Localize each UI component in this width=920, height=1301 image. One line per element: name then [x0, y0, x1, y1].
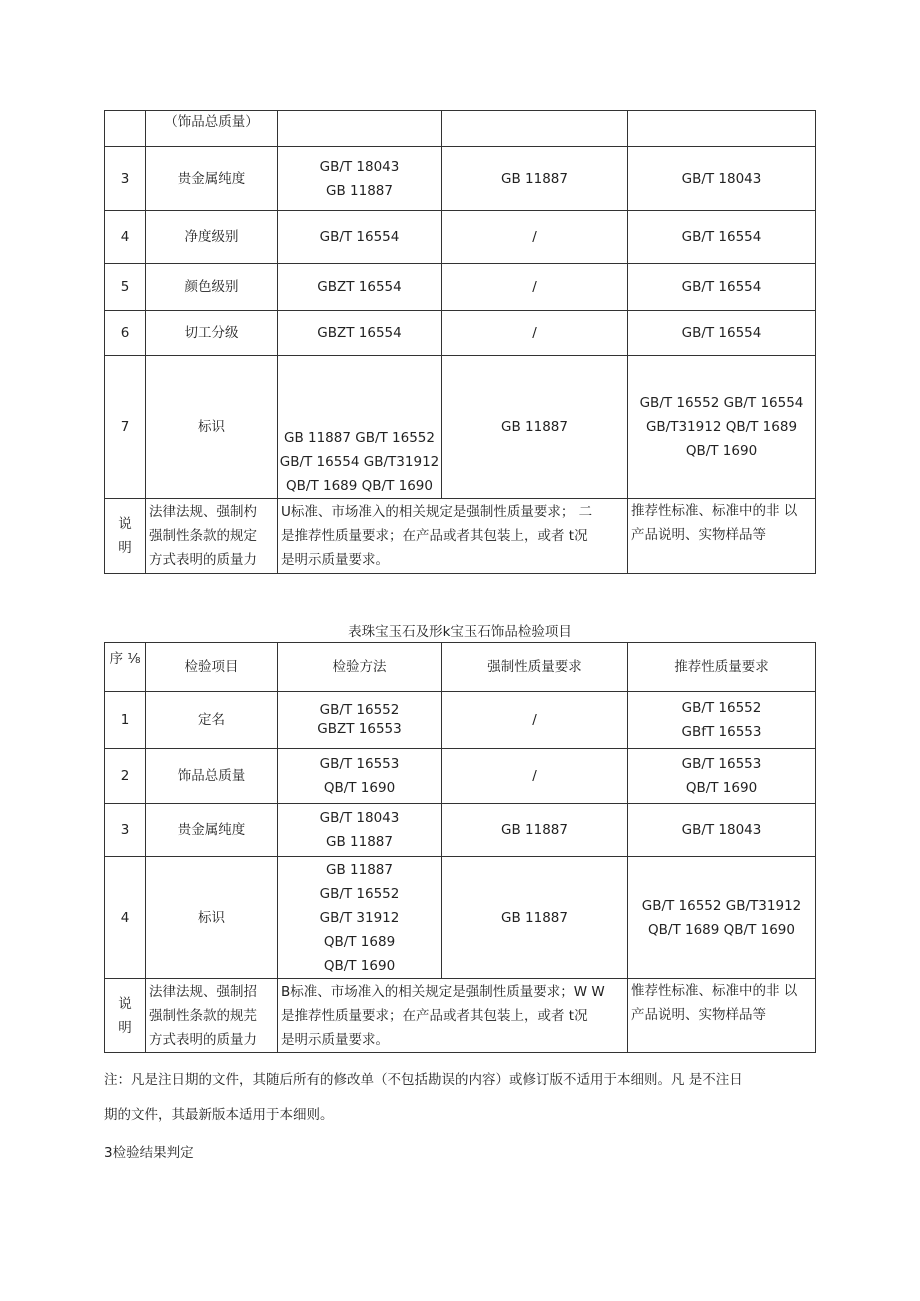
mandatory-cell: / — [442, 692, 628, 749]
item-name: 饰品总质量 — [146, 749, 278, 804]
standard-code: GB/T 16552 GB/T 16554 — [639, 395, 804, 411]
header-recommended: 推荐性质量要求 — [628, 643, 816, 692]
standard-code: QB/T 1689 QB/T 1690 — [648, 921, 795, 938]
standard-code: QB/T 1689 — [323, 933, 396, 950]
note-label-char: 明 — [118, 540, 132, 556]
note-row — [105, 979, 816, 1053]
standard-code: GB/T 16553 — [319, 756, 400, 772]
standard-code: GB/T 16553 — [681, 756, 762, 772]
table-row — [105, 356, 816, 499]
item-name: 颜色级别 — [146, 264, 278, 311]
mandatory-cell: GB 11887 — [442, 804, 628, 857]
recommended-cell — [628, 857, 816, 979]
note-line: 是推荐性质量要求；在产品或者其包装上，或者 t况 — [281, 528, 588, 544]
standard-code: GB/T 16554 — [681, 229, 762, 245]
mandatory-cell: GB 11887 — [442, 147, 628, 211]
item-name: 标识 — [146, 356, 278, 499]
note-label — [105, 979, 146, 1053]
item-name: （饰品总质量） — [146, 111, 278, 147]
method-cell — [278, 804, 442, 857]
row-number: 4 — [105, 857, 146, 979]
item-name: 标识 — [146, 857, 278, 979]
note-line: 产品说明、实物样品等 — [631, 527, 766, 543]
mandatory-cell: / — [442, 311, 628, 356]
standard-code: GB/T 16554 — [681, 325, 762, 341]
mandatory-cell: GB 11887 — [442, 356, 628, 499]
table-row — [105, 692, 816, 749]
mandatory-cell — [442, 111, 628, 147]
row-number: 3 — [105, 804, 146, 857]
recommended-cell — [628, 211, 816, 264]
standard-code: GBfT 16553 — [681, 724, 762, 740]
note-line: 方式表明的质量力 — [149, 1031, 257, 1048]
header-item: 检验项目 — [146, 643, 278, 692]
table-row — [105, 211, 816, 264]
method-cell — [278, 264, 442, 311]
note-line: B标准、市场准入的相关规定是强制性质量要求；W W — [281, 983, 605, 1000]
note-line: 产品说明、实物样品等 — [631, 1007, 766, 1023]
standard-code: GB/T 16552 — [319, 702, 400, 718]
note-line: 强制性条款的规芫 — [149, 1007, 257, 1024]
note-row — [105, 499, 816, 574]
method-cell — [278, 749, 442, 804]
header-mandatory: 强制性质量要求 — [442, 643, 628, 692]
table-row — [105, 264, 816, 311]
note-label — [105, 499, 146, 574]
item-name: 净度级别 — [146, 211, 278, 264]
standard-code: GB/T 16554 — [319, 229, 400, 245]
note-legal — [146, 499, 278, 574]
row-number: 7 — [105, 356, 146, 499]
note-line: 方式表明的质量力 — [149, 552, 257, 568]
note-legal — [146, 979, 278, 1053]
recommended-cell — [628, 264, 816, 311]
standard-code: QB/T 1690 — [323, 957, 396, 974]
note-line: 强制性条款的规定 — [149, 528, 257, 544]
section-heading: 3检验结果判定 — [104, 1145, 194, 1161]
standard-code: GB/T 31912 — [319, 909, 400, 926]
footnote-line-2: 期的文件，其最新版本适用于本细则。 — [104, 1107, 334, 1123]
note-label-char: 说 — [118, 995, 132, 1012]
note-line: 是明示质量要求。 — [281, 1031, 389, 1048]
standard-code: GB 11887 — [326, 182, 393, 199]
table-row — [105, 804, 816, 857]
row-number: 4 — [105, 211, 146, 264]
method-cell — [278, 211, 442, 264]
standard-code: GBZT 16553 — [317, 721, 402, 737]
note-label-char: 说 — [118, 516, 132, 532]
standard-code: GBZT 16554 — [317, 325, 402, 341]
standard-code: GBZT 16554 — [317, 279, 402, 295]
standard-code: GB/T 16554 GB/T31912 — [279, 454, 440, 470]
standard-code: GB 11887 — [326, 834, 393, 850]
item-name: 贵金属纯度 — [146, 147, 278, 211]
mandatory-cell: / — [442, 749, 628, 804]
note-recommended — [628, 979, 816, 1053]
item-name: 定名 — [146, 692, 278, 749]
table-row — [105, 111, 816, 147]
method-cell — [278, 857, 442, 979]
note-line: 法律法规、强制招 — [149, 983, 257, 1000]
row-number: 5 — [105, 264, 146, 311]
note-line: 是明示质量要求。 — [281, 552, 389, 568]
standard-code: GB 11887 — [326, 861, 393, 878]
item-name: 贵金属纯度 — [146, 804, 278, 857]
recommended-cell — [628, 311, 816, 356]
note-recommended — [628, 499, 816, 574]
header-no: 序 ⅛ — [105, 643, 146, 692]
mandatory-cell: / — [442, 211, 628, 264]
method-cell — [278, 356, 442, 499]
row-number: 3 — [105, 147, 146, 211]
table-inspection-continued — [104, 110, 816, 574]
standard-code: GB/T 16552 — [319, 885, 400, 902]
note-line: 是推荐性质量要求；在产品或者其包装上，或者 t况 — [281, 1007, 588, 1024]
table-caption: 表珠宝玉石及形k宝玉石饰品检验项目 — [348, 624, 572, 640]
standard-code: GB/T 16552 — [681, 700, 762, 716]
table-row — [105, 311, 816, 356]
recommended-cell — [628, 147, 816, 211]
note-line: 惟荐性标准、标准中的非 以 — [631, 983, 798, 999]
table-header-row — [105, 643, 816, 692]
method-cell — [278, 311, 442, 356]
standard-code: GB/T 18043 — [319, 158, 400, 175]
method-cell — [278, 692, 442, 749]
row-number — [105, 111, 146, 147]
mandatory-cell: GB 11887 — [442, 857, 628, 979]
header-method: 检验方法 — [278, 643, 442, 692]
standard-code: GB/T 18043 — [681, 822, 762, 838]
footnote-line-1: 注：凡是注日期的文件，其随后所有的修改单（不包括勘误的内容）或修订版不适用于本细则。凡 是不注日 — [104, 1072, 743, 1088]
table-row — [105, 857, 816, 979]
item-name: 切工分级 — [146, 311, 278, 356]
standard-code: GB/T 18043 — [681, 170, 762, 187]
note-requirements — [278, 979, 628, 1053]
standard-code: QB/T 1690 — [685, 443, 758, 459]
row-number: 6 — [105, 311, 146, 356]
recommended-cell — [628, 749, 816, 804]
method-cell — [278, 111, 442, 147]
table-row — [105, 147, 816, 211]
standard-code: GB/T31912 QB/T 1689 — [645, 419, 798, 435]
method-cell — [278, 147, 442, 211]
standard-code: GB/T 18043 — [319, 810, 400, 826]
note-line: 推荐性标准、标准中的非 以 — [631, 503, 798, 519]
recommended-cell — [628, 111, 816, 147]
note-line: 法律法规、强制杓 — [149, 504, 257, 520]
standard-code: GB/T 16552 GB/T31912 — [641, 897, 802, 914]
standard-code: QB/T 1689 QB/T 1690 — [286, 478, 433, 494]
standard-code: QB/T 1690 — [323, 780, 396, 796]
row-number: 2 — [105, 749, 146, 804]
recommended-cell — [628, 692, 816, 749]
row-number: 1 — [105, 692, 146, 749]
table-jewelry-inspection — [104, 642, 816, 1053]
note-requirements — [278, 499, 628, 574]
recommended-cell — [628, 804, 816, 857]
mandatory-cell: / — [442, 264, 628, 311]
note-label-char: 明 — [118, 1019, 132, 1036]
standard-code: GB 11887 GB/T 16552 — [283, 430, 435, 446]
standard-code: GB/T 16554 — [681, 279, 762, 295]
table-row — [105, 749, 816, 804]
standard-code: QB/T 1690 — [685, 780, 758, 796]
recommended-cell — [628, 356, 816, 499]
note-line: U标准、市场准入的相关规定是强制性质量要求； 二 — [281, 504, 593, 520]
